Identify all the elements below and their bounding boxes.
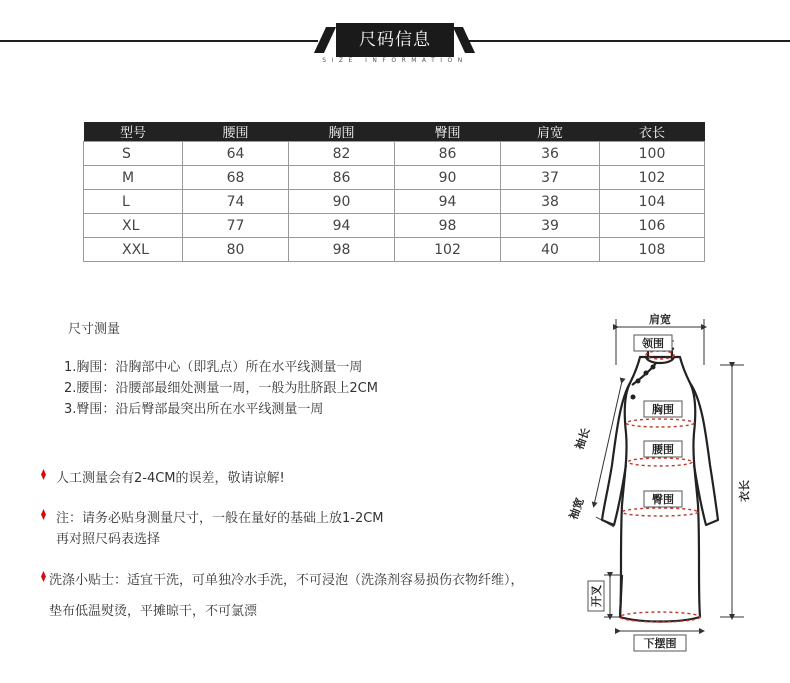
table-cell: XXL: [84, 238, 183, 262]
label-slit: 开叉: [590, 585, 603, 607]
measure-title: 尺寸测量: [68, 322, 121, 337]
col-header-size: 型号: [84, 122, 183, 142]
table-row: [84, 190, 705, 214]
col-header-chest: 胸围: [289, 122, 395, 142]
table-cell: 100: [600, 142, 705, 166]
section-title: 尺码信息: [336, 23, 454, 57]
col-header-hip: 臀围: [395, 122, 501, 142]
table-cell: 39: [501, 214, 600, 238]
dress-outline: [602, 346, 718, 622]
table-cell: 77: [183, 214, 289, 238]
table-cell: 40: [501, 238, 600, 262]
measure-item-chest: 1.胸围：沿胸部中心（即乳点）所在水平线测量一周: [64, 360, 363, 375]
col-header-shoulder: 肩宽: [501, 122, 600, 142]
measure-item-waist: 2.腰围：沿腰部最细处测量一周，一般为肚脐跟上2CM: [64, 381, 378, 396]
table-cell: 102: [395, 238, 501, 262]
note-fit-line2: 再对照尺码表选择: [56, 532, 161, 547]
dress-diagram: [560, 305, 770, 655]
label-chest: 胸围: [652, 403, 674, 416]
table-header-row: [84, 122, 705, 142]
table-cell: 86: [395, 142, 501, 166]
size-table: [83, 122, 705, 262]
bullet-diamond-icon: [41, 469, 46, 480]
table-row: [84, 238, 705, 262]
table-cell: 108: [600, 238, 705, 262]
table-cell: L: [84, 190, 183, 214]
table-cell: 82: [289, 142, 395, 166]
table-cell: 64: [183, 142, 289, 166]
table-row: [84, 214, 705, 238]
bullet-diamond-icon: [41, 571, 46, 582]
table-cell: 102: [600, 166, 705, 190]
bullet-diamond-icon: [41, 509, 46, 520]
guide-lines: [594, 319, 744, 631]
label-length: 衣长: [738, 480, 751, 502]
table-cell: 80: [183, 238, 289, 262]
measure-lines: [620, 351, 700, 622]
note-wash-line2: 垫布低温熨烫，平摊晾干，不可氯漂: [49, 604, 258, 619]
table-cell: 98: [395, 214, 501, 238]
section-subtitle: SIZE INFORMATION: [322, 57, 468, 64]
table-cell: 90: [289, 190, 395, 214]
measure-item-hip: 3.臀围：沿后臀部最突出所在水平线测量一周: [64, 402, 324, 417]
note-wash-line1: 洗涤小贴士：适宜干洗，可单独冷水手洗，不可浸泡（洗涤剂容易损伤衣物纤维），: [49, 573, 524, 588]
label-cuff: 袖宽: [566, 496, 587, 522]
col-header-waist: 腰围: [183, 122, 289, 142]
note-error-margin: 人工测量会有2-4CM的误差，敬请谅解!: [56, 471, 285, 486]
label-hip: 臀围: [652, 493, 674, 506]
table-cell: 68: [183, 166, 289, 190]
table-cell: M: [84, 166, 183, 190]
header-line-right: [468, 40, 790, 42]
table-cell: 74: [183, 190, 289, 214]
label-hem: 下摆围: [643, 637, 677, 650]
label-waist: 腰围: [652, 443, 674, 456]
col-header-length: 衣长: [600, 122, 705, 142]
table-row: [84, 166, 705, 190]
table-cell: XL: [84, 214, 183, 238]
table-row: [84, 142, 705, 166]
note-fit-line1: 注：请务必贴身测量尺寸，一般在量好的基础上放1-2CM: [56, 511, 384, 526]
table-cell: 90: [395, 166, 501, 190]
header-line-left: [0, 40, 318, 42]
table-cell: 37: [501, 166, 600, 190]
table-cell: 94: [289, 214, 395, 238]
table-cell: 86: [289, 166, 395, 190]
table-cell: 104: [600, 190, 705, 214]
table-cell: 38: [501, 190, 600, 214]
table-cell: 98: [289, 238, 395, 262]
label-sleeve: 袖长: [572, 426, 593, 452]
table-cell: 106: [600, 214, 705, 238]
table-cell: 36: [501, 142, 600, 166]
table-cell: S: [84, 142, 183, 166]
label-collar: 领围: [642, 337, 664, 350]
table-cell: 94: [395, 190, 501, 214]
label-shoulder: 肩宽: [649, 313, 671, 326]
